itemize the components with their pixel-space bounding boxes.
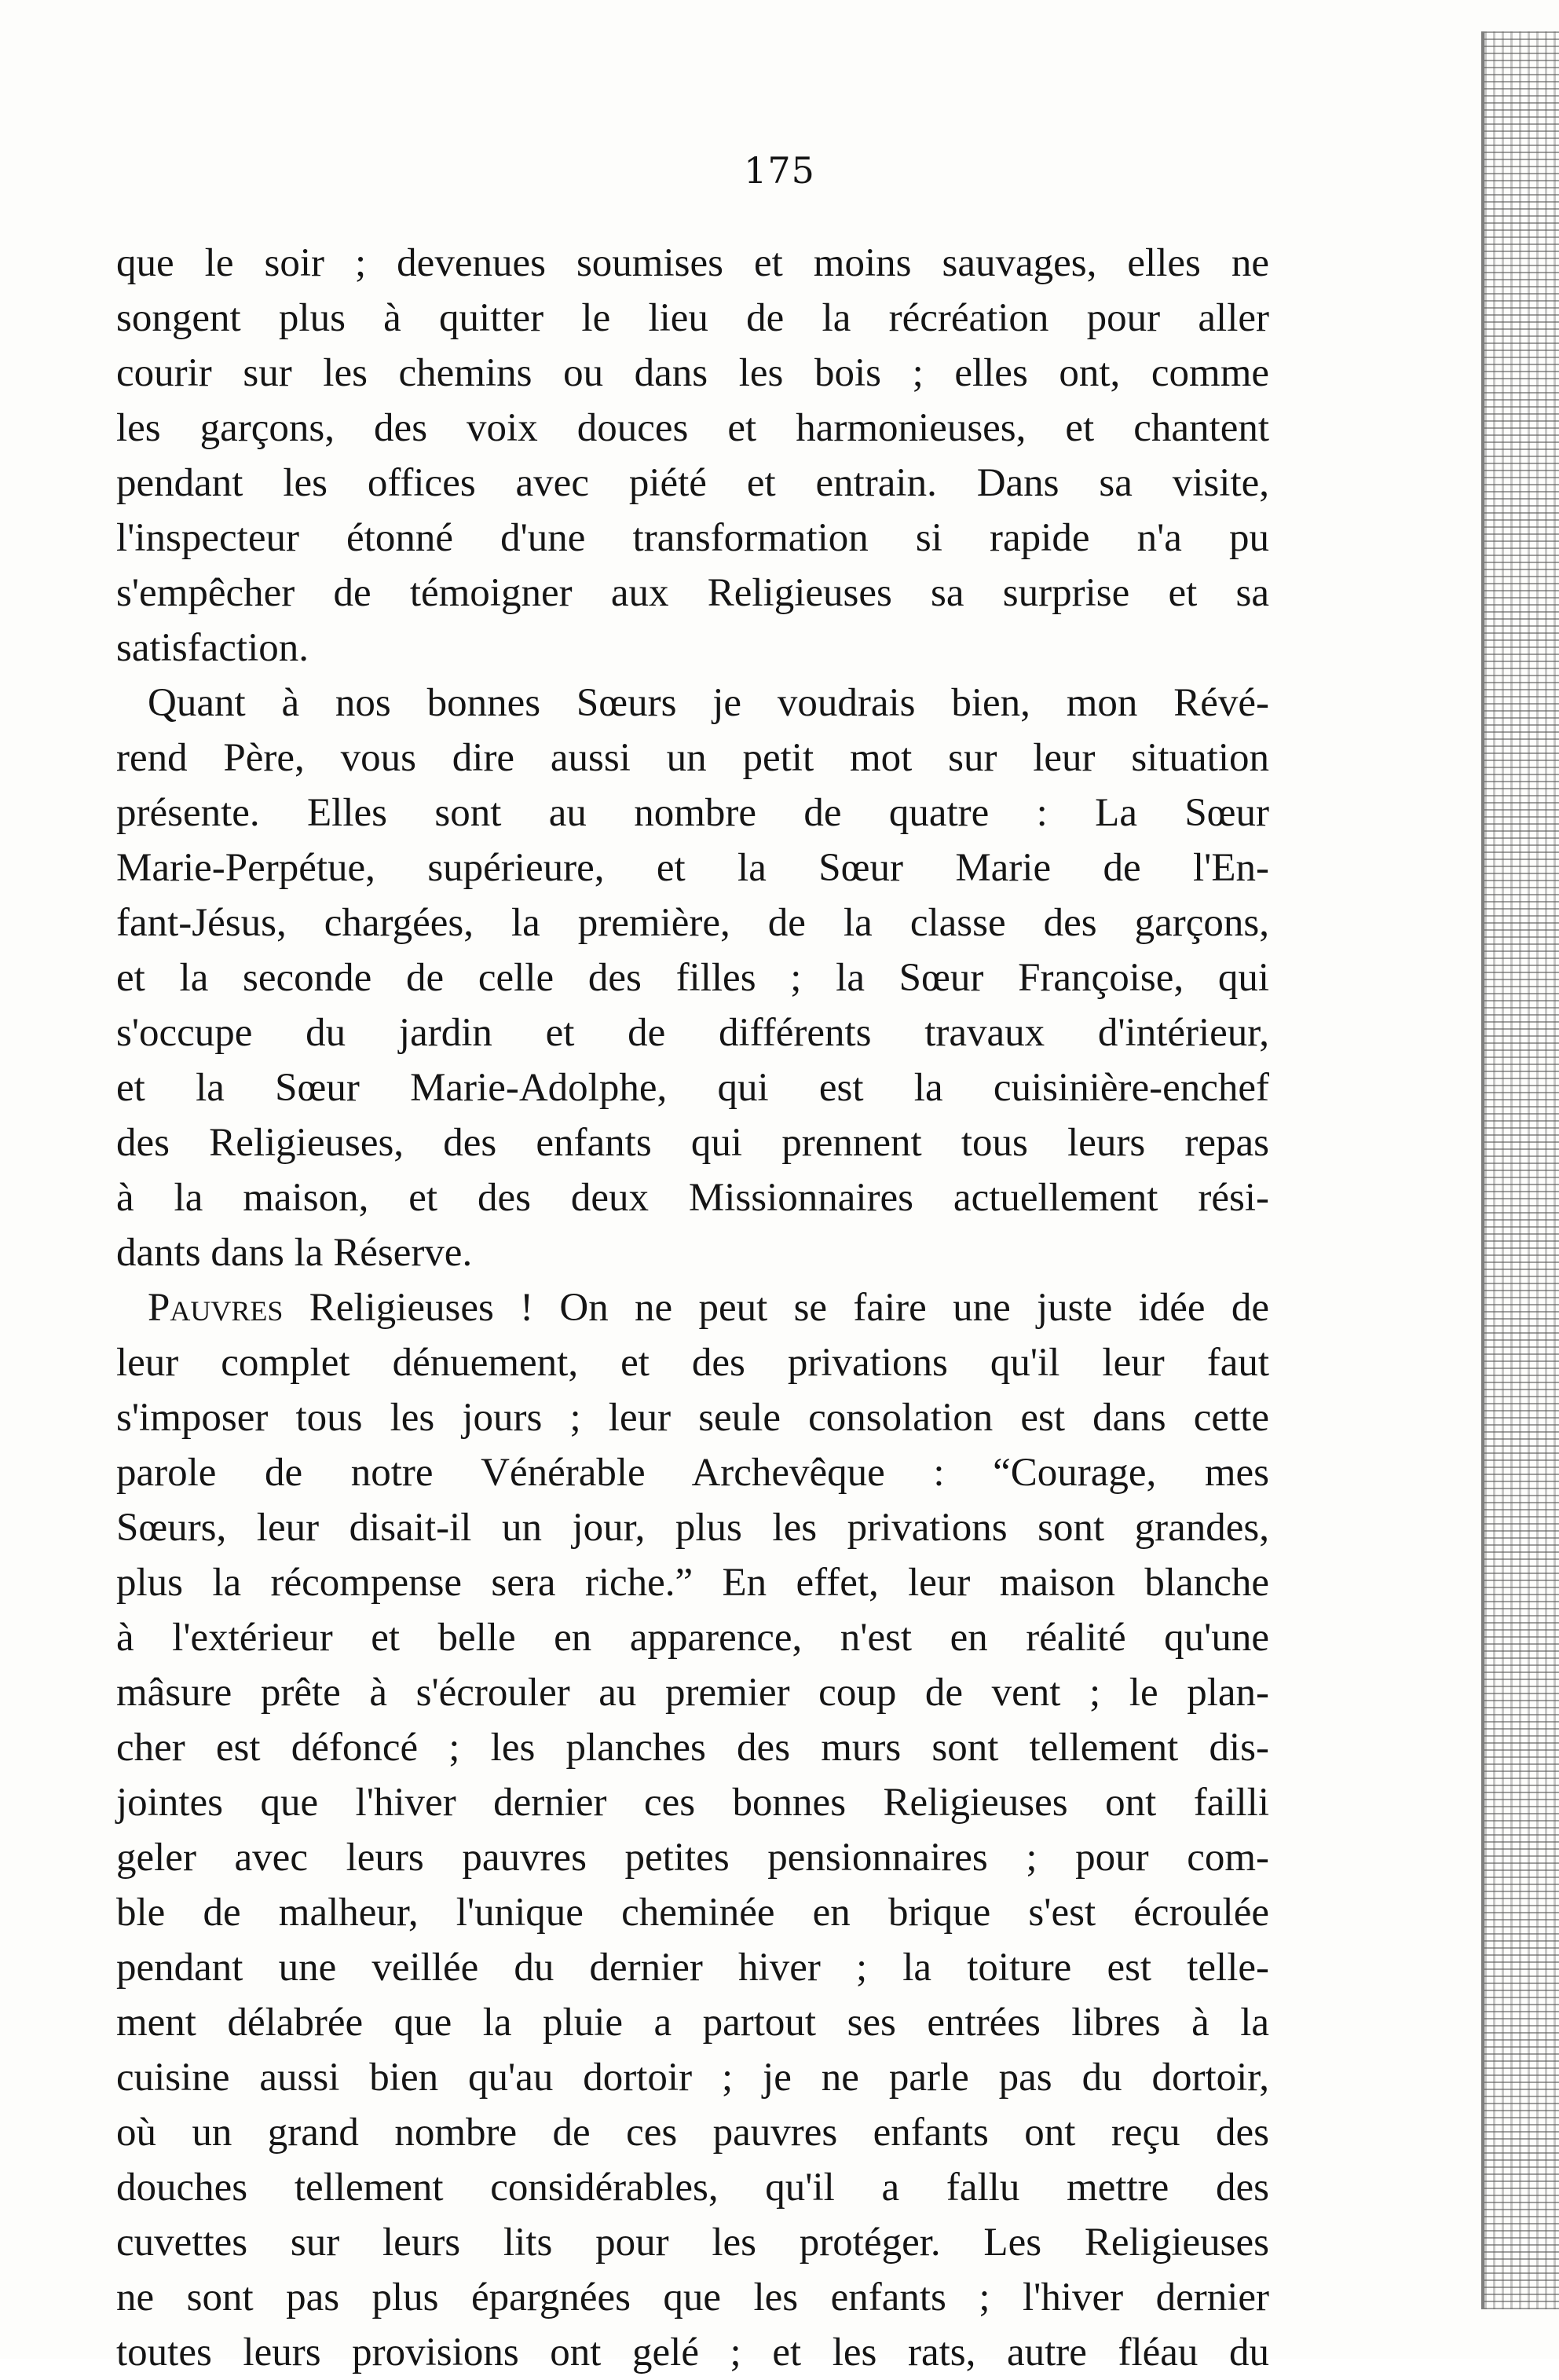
text-line: où un grand nombre de ces pauvres enfants ont reçu des xyxy=(116,2111,1269,2155)
text-line: et la seconde de celle des filles ; la Sœur Françoise, qui xyxy=(116,956,1269,1000)
text-line: Marie-Perpétue, supérieure, et la Sœur Marie de l'En- xyxy=(116,846,1269,890)
text-line: que le soir ; devenues soumises et moins sauvages, elles ne xyxy=(116,241,1269,285)
paragraph-3 xyxy=(116,1280,1269,2380)
text-line: toutes leurs provisions ont gelé ; et les rats, autre fléau du xyxy=(116,2331,1269,2375)
text-line: leur complet dénuement, et des privations qu'il leur faut xyxy=(116,1341,1269,1385)
text-line: parole de notre Vénérable Archevêque : “Courage, mes xyxy=(116,1451,1269,1495)
text-line: des Religieuses, des enfants qui prennent tous leurs repas xyxy=(116,1121,1269,1165)
text-line: s'occupe du jardin et de différents travaux d'intérieur, xyxy=(116,1011,1269,1055)
text-line: l'inspecteur étonné d'une transformation si rapide n'a pu xyxy=(116,516,1269,560)
text-line: à la maison, et des deux Missionnaires actuellement rési- xyxy=(116,1176,1269,1220)
text-line: pendant les offices avec piété et entrain. Dans sa visite, xyxy=(116,461,1269,505)
text-line: s'imposer tous les jours ; leur seule consolation est dans cette xyxy=(116,1396,1269,1440)
text-line: cuisine aussi bien qu'au dortoir ; je ne parle pas du dortoir, xyxy=(116,2056,1269,2100)
text-line xyxy=(116,1280,1269,1335)
page-number: 175 xyxy=(744,149,815,192)
paragraph-1 xyxy=(116,236,1269,676)
text-line: s'empêcher de témoigner aux Religieuses sa surprise et sa xyxy=(116,571,1269,615)
text-line: à l'extérieur et belle en apparence, n'est en réalité qu'une xyxy=(116,1616,1269,1660)
text-line: rend Père, vous dire aussi un petit mot sur leur situation xyxy=(116,736,1269,780)
lead-word: Pauvres xyxy=(148,1286,284,1330)
text-line: douches tellement considérables, qu'il a fallu mettre des xyxy=(116,2166,1269,2210)
text-line: ble de malheur, l'unique cheminée en brique s'est écroulée xyxy=(116,1891,1269,1935)
text-line: Sœurs, leur disait-il un jour, plus les privations sont grandes, xyxy=(116,1506,1269,1550)
text-line: jointes que l'hiver dernier ces bonnes Religieuses ont failli xyxy=(116,1781,1269,1825)
text-line: songent plus à quitter le lieu de la récréation pour aller xyxy=(116,296,1269,340)
text-line: plus la récompense sera riche.” En effet, leur maison blanche xyxy=(116,1561,1269,1605)
text-line: dants dans la Réserve. xyxy=(116,1231,473,1275)
text-line: mâsure prête à s'écrouler au premier coup de vent ; le plan- xyxy=(116,1671,1269,1715)
text-line: courir sur les chemins ou dans les bois ; elles ont, comme xyxy=(116,351,1269,395)
text-line: cuvettes sur leurs lits pour les protéger. Les Religieuses xyxy=(116,2221,1269,2265)
text-line: ment délabrée que la pluie a partout ses entrées libres à la xyxy=(116,2001,1269,2045)
lead-line-rest: Religieuses ! On ne peut se faire une juste idée de xyxy=(283,1286,1269,1330)
text-line: satisfaction. xyxy=(116,626,309,670)
text-line: ne sont pas plus épargnées que les enfants ; l'hiver dernier xyxy=(116,2276,1269,2320)
text-line: présente. Elles sont au nombre de quatre : La Sœur xyxy=(116,791,1269,835)
paragraph-2 xyxy=(116,676,1269,1280)
text-line: fant-Jésus, chargées, la première, de la classe des garçons, xyxy=(116,901,1269,945)
binding-gutter xyxy=(1484,31,1559,2309)
text-line: geler avec leurs pauvres petites pensionnaires ; pour com- xyxy=(116,1836,1269,1880)
text-line: Quant à nos bonnes Sœurs je voudrais bien, mon Révé- xyxy=(148,681,1269,725)
text-line: et la Sœur Marie-Adolphe, qui est la cuisinière-enchef xyxy=(116,1066,1269,1110)
text-line: les garçons, des voix douces et harmonieuses, et chantent xyxy=(116,406,1269,450)
text-line: pendant une veillée du dernier hiver ; la toiture est telle- xyxy=(116,1946,1269,1990)
body-text xyxy=(116,236,1269,2380)
text-line: cher est défoncé ; les planches des murs sont tellement dis- xyxy=(116,1726,1269,1770)
